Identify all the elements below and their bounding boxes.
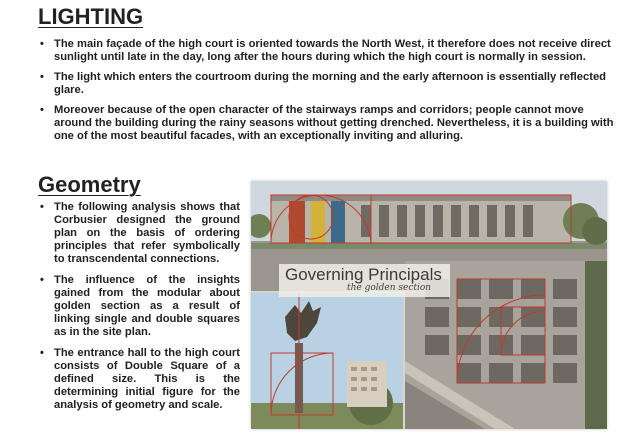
- collage-title: Governing Principals: [279, 264, 450, 297]
- collage-subtitle: the golden section: [347, 283, 432, 293]
- geometry-bullet: • The influence of the insights gained from the modular about golden section as a result of linking single and double squares as in the site plan.: [40, 274, 240, 339]
- lighting-bullet-list: [40, 38, 616, 150]
- golden-section-photo-collage: [251, 181, 607, 429]
- open-hand-monument-photo: [251, 293, 403, 429]
- geometry-bullet-list: [40, 201, 240, 420]
- geometry-bullet: • The following analysis shows that Corbusier designed the ground plan on the basis of ordering principles that refer symbolically to transcendental connections.: [40, 201, 240, 266]
- lighting-heading: LIGHTING: [38, 4, 144, 29]
- lighting-bullet: • Moreover because of the open character of the stairways ramps and corridors; people cannot move around the building during the rainy seasons without getting drenched. Nevertheless, it is a building with one of the most beautiful facades, with an exceptionally inviting and alluring.: [40, 104, 616, 143]
- lighting-bullet: • The main façade of the high court is oriented towards the North West, it therefore does not receive direct sunlight until late in the day, long after the hours during which the high court is normally in session.: [40, 38, 616, 64]
- lighting-bullet: • The light which enters the courtroom during the morning and the early afternoon is essentially reflected glare.: [40, 71, 616, 97]
- geometry-bullet: • The entrance hall to the high court consists of Double Square of a defined size. This is the determining initial figure for the analysis of geometry and scale.: [40, 347, 240, 412]
- geometry-heading: Geometry: [38, 172, 141, 197]
